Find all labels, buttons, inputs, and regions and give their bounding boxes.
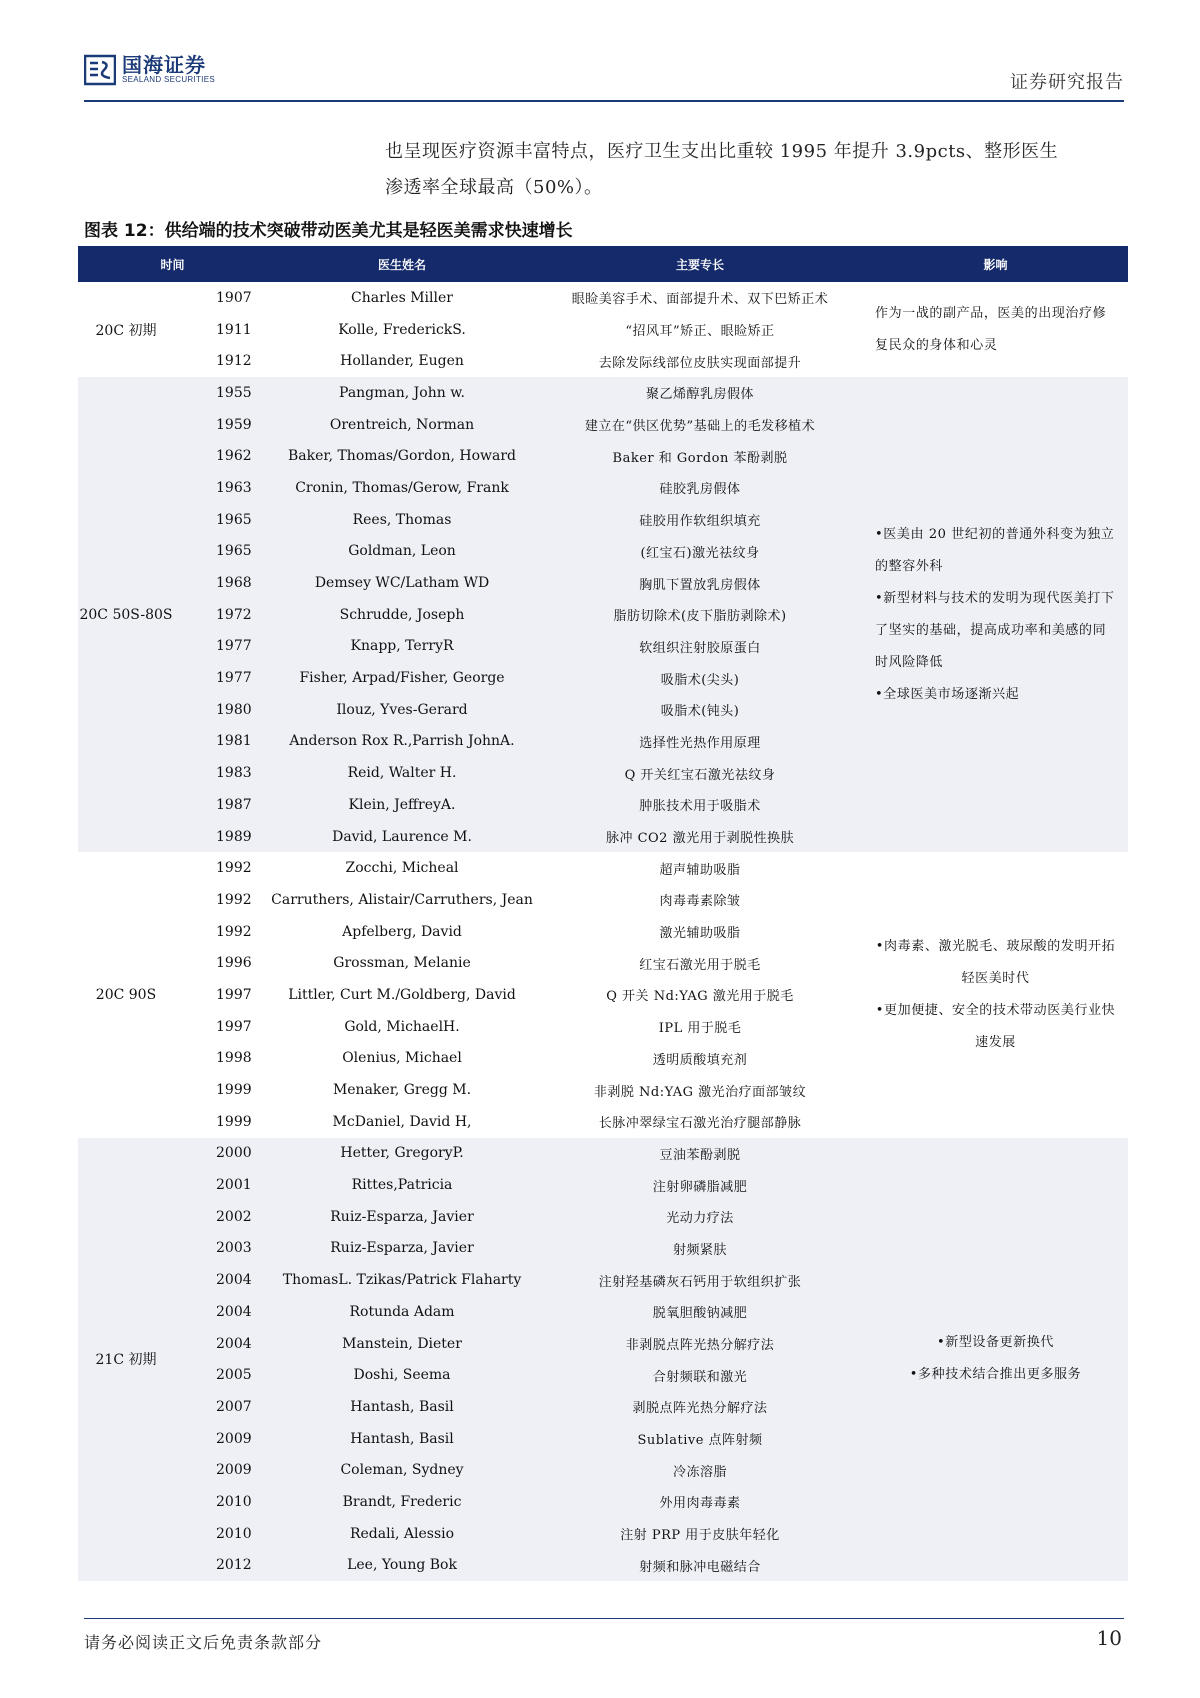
doctor-cell: Ilouz, Yves-Gerard — [267, 694, 537, 726]
year-cell: 1996 — [216, 955, 252, 972]
disclaimer-note: 请务必阅读正文后免责条款部分 — [84, 1633, 323, 1652]
specialty-cell: 透明质酸填充剂 — [652, 1052, 748, 1068]
year-cell: 1980 — [174, 694, 267, 726]
specialty-cell: 选择性光热作用原理 — [537, 726, 863, 758]
doctor-cell: Klein, JeffreyA. — [267, 789, 537, 821]
impact-point: 作为一战的副产品，医美的出现治疗修复民众的身体和心灵 — [875, 305, 1107, 353]
specialty-cell: 合射频联和激光 — [537, 1359, 863, 1391]
impact-point: •新型设备更新换代 — [936, 1335, 1055, 1351]
specialty-cell: 脉冲 CO2 激光用于剥脱性换肤 — [537, 821, 863, 853]
doctor-cell: Manstein, Dieter — [267, 1328, 537, 1360]
doctor-cell: ThomasL. Tzikas/Patrick Flaharty — [267, 1264, 537, 1296]
year-cell: 2009 — [174, 1423, 267, 1455]
year-cell: 2010 — [174, 1518, 267, 1550]
doctor-cell: Redali, Alessio — [267, 1518, 537, 1550]
specialty-cell: Sublative 点阵射频 — [537, 1423, 863, 1455]
specialty-cell: 剥脱点阵光热分解疗法 — [537, 1391, 863, 1423]
year-cell: 1965 — [174, 504, 267, 536]
doctor-cell: Olenius, Michael — [342, 1050, 462, 1067]
period-cell: 20C 初期 — [95, 322, 157, 339]
doctor-cell: Hantash, Basil — [267, 1391, 537, 1423]
year-cell: 2004 — [174, 1328, 267, 1360]
impact-point: •新型材料与技术的发明为现代医美打下了坚实的基础，提高成功率和美感的同时风险降低 — [875, 590, 1115, 670]
impact-point: •医美由 20 世纪初的普通外科变为独立的整容外科 — [875, 526, 1115, 574]
doctor-cell: Kolle, FrederickS. — [338, 321, 466, 338]
specialty-cell: 去除发际线部位皮肤实现面部提升 — [598, 355, 802, 371]
table-row — [78, 852, 1128, 884]
doctor-cell: Coleman, Sydney — [267, 1454, 537, 1486]
header-divider — [84, 100, 1124, 102]
year-cell: 2003 — [174, 1233, 267, 1265]
period-cell: 20C 90S — [95, 986, 157, 1003]
specialty-cell: 非剥脱 Nd:YAG 激光治疗面部皱纹 — [593, 1084, 807, 1100]
specialty-cell: 光动力疗法 — [537, 1201, 863, 1233]
specialty-cell: 胸肌下置放乳房假体 — [537, 567, 863, 599]
specialty-cell: 肉毒毒素除皱 — [659, 894, 741, 910]
year-cell: 1955 — [174, 377, 267, 409]
column-header-impact: 影响 — [863, 246, 1128, 282]
year-cell: 2000 — [174, 1138, 267, 1170]
year-cell: 1998 — [216, 1050, 252, 1067]
doctor-cell: Menaker, Gregg M. — [332, 1082, 472, 1099]
year-cell: 1911 — [216, 321, 252, 338]
year-cell: 1965 — [174, 536, 267, 568]
doctor-cell: Ruiz-Esparza, Javier — [267, 1233, 537, 1265]
year-cell: 2001 — [174, 1169, 267, 1201]
impact-point: •全球医美市场逐渐兴起 — [875, 686, 1020, 702]
specialty-cell: 脂肪切除术(皮下脂肪剥除术) — [537, 599, 863, 631]
impact-cell — [863, 282, 1128, 377]
doctor-cell: Rees, Thomas — [267, 504, 537, 536]
year-cell: 1963 — [174, 472, 267, 504]
doctor-cell: Rotunda Adam — [267, 1296, 537, 1328]
specialty-cell: (红宝石)激光祛纹身 — [537, 536, 863, 568]
impact-point: •肉毒素、激光脱毛、玻尿酸的发明开拓轻医美时代 — [875, 938, 1116, 986]
specialty-cell: 外用肉毒毒素 — [537, 1486, 863, 1518]
doctor-cell: Knapp, TerryR — [267, 631, 537, 663]
specialty-cell: 眼睑美容手术、面部提升术、双下巴矫正术 — [571, 292, 829, 308]
specialty-cell: 肿胀技术用于吸脂术 — [537, 789, 863, 821]
specialty-cell: 注射卵磷脂减肥 — [537, 1169, 863, 1201]
doctor-cell: Demsey WC/Latham WD — [267, 567, 537, 599]
year-cell: 1999 — [216, 1113, 252, 1130]
brand-name-en: SEALAND SECURITIES — [122, 75, 215, 84]
brand-logo — [84, 54, 215, 86]
doctor-cell: McDaniel, David H, — [332, 1113, 472, 1130]
table-header-row — [78, 246, 1128, 282]
year-cell: 1997 — [216, 1018, 252, 1035]
specialty-cell: “招风耳”矫正、眼睑矫正 — [625, 324, 775, 340]
year-cell: 2012 — [174, 1550, 267, 1582]
doctor-cell: Gold, MichaelH. — [344, 1018, 460, 1035]
year-cell: 2004 — [174, 1264, 267, 1296]
specialty-cell: 豆油苯酚剥脱 — [537, 1138, 863, 1170]
tech-timeline-table — [78, 246, 1128, 1581]
doctor-cell: Schrudde, Joseph — [267, 599, 537, 631]
doctor-cell: Littler, Curt M./Goldberg, David — [288, 986, 516, 1003]
doctor-cell: Hetter, GregoryP. — [267, 1138, 537, 1170]
specialty-cell: 注射 PRP 用于皮肤年轻化 — [537, 1518, 863, 1550]
impact-cell — [863, 852, 1128, 1137]
doctor-cell: Zocchi, Micheal — [345, 860, 459, 877]
brand-logo-icon — [84, 54, 116, 86]
doctor-cell: Cronin, Thomas/Gerow, Frank — [267, 472, 537, 504]
specialty-cell: 超声辅助吸脂 — [659, 862, 741, 878]
doctor-cell: Orentreich, Norman — [267, 409, 537, 441]
specialty-cell: 冷冻溶脂 — [537, 1454, 863, 1486]
footer-divider — [84, 1618, 1124, 1619]
year-cell: 1992 — [216, 860, 252, 877]
specialty-cell: 硅胶乳房假体 — [537, 472, 863, 504]
intro-line-2: 渗透率全球最高（50%）。 — [385, 177, 603, 198]
year-cell: 1992 — [216, 891, 252, 908]
doctor-cell: Hollander, Eugen — [340, 353, 464, 370]
intro-paragraph — [385, 134, 1125, 206]
year-cell: 1989 — [174, 821, 267, 853]
doctor-cell: Hantash, Basil — [267, 1423, 537, 1455]
year-cell: 2010 — [174, 1486, 267, 1518]
page-header — [84, 54, 1124, 100]
year-cell: 1962 — [174, 440, 267, 472]
intro-line-1: 也呈现医疗资源丰富特点，医疗卫生支出比重较 1995 年提升 3.9pcts、整形医生 — [385, 141, 1059, 162]
doctor-cell: Carruthers, Alistair/Carruthers, Jean — [271, 891, 533, 908]
period-cell: 21C 初期 — [78, 1138, 174, 1582]
year-cell: 1959 — [174, 409, 267, 441]
year-cell: 1981 — [174, 726, 267, 758]
doctor-cell: Goldman, Leon — [267, 536, 537, 568]
specialty-cell: 长脉冲翠绿宝石激光治疗腿部静脉 — [598, 1116, 802, 1132]
period-cell: 20C 50S-80S — [78, 377, 174, 852]
specialty-cell: 聚乙烯醇乳房假体 — [537, 377, 863, 409]
doctor-cell: Doshi, Seema — [267, 1359, 537, 1391]
doctor-cell: Brandt, Frederic — [267, 1486, 537, 1518]
year-cell: 1997 — [216, 986, 252, 1003]
doctor-cell: Pangman, John w. — [267, 377, 537, 409]
year-cell: 1972 — [174, 599, 267, 631]
doctor-cell: Ruiz-Esparza, Javier — [267, 1201, 537, 1233]
table-row — [78, 282, 1128, 314]
impact-cell — [863, 1138, 1128, 1582]
doctor-cell: Baker, Thomas/Gordon, Howard — [267, 440, 537, 472]
table-row — [78, 1138, 1128, 1170]
year-cell: 2009 — [174, 1454, 267, 1486]
specialty-cell: 硅胶用作软组织填充 — [537, 504, 863, 536]
year-cell: 2004 — [174, 1296, 267, 1328]
year-cell: 2007 — [174, 1391, 267, 1423]
column-header-specialty: 主要专长 — [537, 246, 863, 282]
document-type: 证券研究报告 — [1010, 72, 1124, 93]
table-row — [78, 377, 1128, 409]
doctor-cell: David, Laurence M. — [267, 821, 537, 853]
year-cell: 1992 — [216, 923, 252, 940]
specialty-cell: 射频紧肤 — [537, 1233, 863, 1265]
column-header-time: 时间 — [78, 246, 267, 282]
specialty-cell: Q 开关 Nd:YAG 激光用于脱毛 — [606, 989, 794, 1005]
year-cell: 1912 — [216, 353, 252, 370]
year-cell: 1983 — [174, 757, 267, 789]
year-cell: 2005 — [174, 1359, 267, 1391]
page-number: 10 — [1096, 1626, 1122, 1650]
year-cell: 1999 — [216, 1082, 252, 1099]
specialty-cell: 吸脂术(尖头) — [537, 662, 863, 694]
brand-name-cn: 国海证券 — [122, 53, 206, 77]
specialty-cell: 注射羟基磷灰石钙用于软组织扩张 — [537, 1264, 863, 1296]
doctor-cell: Apfelberg, David — [342, 923, 462, 940]
year-cell: 2002 — [174, 1201, 267, 1233]
table-body — [78, 282, 1128, 1581]
year-cell: 1987 — [174, 789, 267, 821]
specialty-cell: 吸脂术(钝头) — [537, 694, 863, 726]
specialty-cell: Q 开关红宝石激光祛纹身 — [537, 757, 863, 789]
specialty-cell: 建立在“供区优势”基础上的毛发移植术 — [537, 409, 863, 441]
figure-title: 图表 12：供给端的技术突破带动医美尤其是轻医美需求快速增长 — [84, 221, 573, 241]
year-cell: 1968 — [174, 567, 267, 599]
specialty-cell: 脱氧胆酸钠减肥 — [537, 1296, 863, 1328]
doctor-cell: Lee, Young Bok — [267, 1550, 537, 1582]
year-cell: 1907 — [216, 289, 252, 306]
specialty-cell: 软组织注射胶原蛋白 — [537, 631, 863, 663]
doctor-cell: Anderson Rox R.,Parrish JohnA. — [267, 726, 537, 758]
doctor-cell: Charles Miller — [351, 289, 453, 306]
impact-point: •更加便捷、安全的技术带动医美行业快速发展 — [875, 1002, 1116, 1050]
doctor-cell: Fisher, Arpad/Fisher, George — [267, 662, 537, 694]
column-header-doctor: 医生姓名 — [267, 246, 537, 282]
specialty-cell: 非剥脱点阵光热分解疗法 — [537, 1328, 863, 1360]
specialty-cell: 激光辅助吸脂 — [659, 926, 741, 942]
specialty-cell: IPL 用于脱毛 — [658, 1021, 742, 1037]
specialty-cell: 红宝石激光用于脱毛 — [639, 957, 761, 973]
specialty-cell: 射频和脉冲电磁结合 — [537, 1550, 863, 1582]
doctor-cell: Reid, Walter H. — [267, 757, 537, 789]
doctor-cell: Grossman, Melanie — [333, 955, 471, 972]
impact-cell — [863, 377, 1128, 852]
year-cell: 1977 — [174, 631, 267, 663]
doctor-cell: Rittes,Patricia — [267, 1169, 537, 1201]
year-cell: 1977 — [174, 662, 267, 694]
specialty-cell: Baker 和 Gordon 苯酚剥脱 — [537, 440, 863, 472]
impact-point: •多种技术结合推出更多服务 — [909, 1367, 1082, 1383]
